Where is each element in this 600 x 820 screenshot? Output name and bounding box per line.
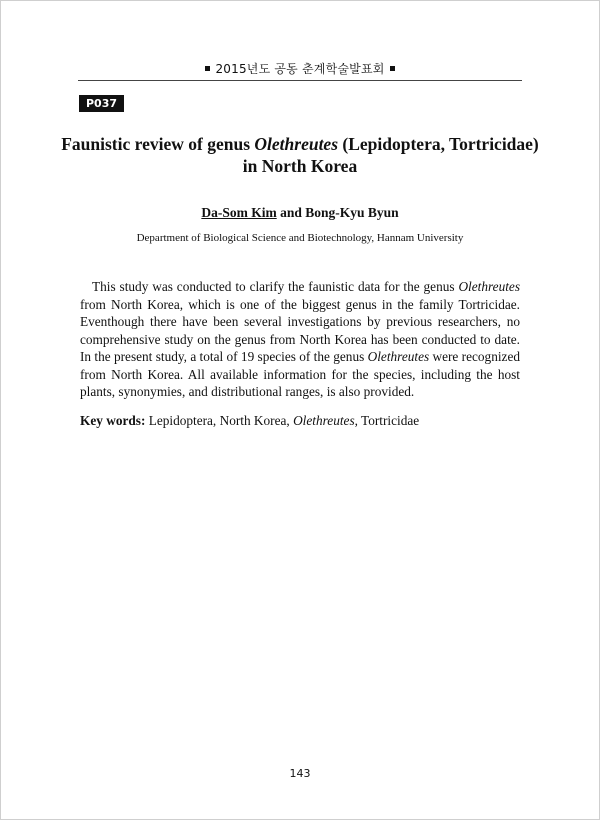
abstract-genus-1: Olethreutes — [458, 279, 520, 294]
keywords-post: , Tortricidae — [354, 413, 420, 428]
abstract-s1: This study was conducted to clarify the faunistic data for the genus — [92, 279, 459, 294]
abstract-s2: from North Korea, which is one of the biggest genus in the family Tortricidae. Eventhough there have been several investigations by previous researchers, no comprehensive study on the genus from North Korea has been conducted to date. In the present study, a total of 19 species of the genus — [80, 296, 520, 364]
header-rule — [78, 80, 522, 81]
presenting-author: Da-Som Kim — [201, 205, 277, 220]
square-bullet-icon — [205, 66, 210, 71]
abstract — [80, 278, 520, 401]
title-genus: Olethreutes — [254, 134, 339, 154]
running-header — [0, 60, 600, 77]
paper-title — [40, 133, 560, 177]
keywords-pre: Lepidoptera, North Korea, — [145, 413, 294, 428]
poster-code-badge: P037 — [79, 95, 124, 112]
square-bullet-icon — [390, 66, 395, 71]
affiliation: Department of Biological Science and Biotechnology, Hannam University — [136, 232, 464, 244]
abstract-genus-2: Olethreutes — [367, 349, 430, 364]
title-part1: Faunistic review of genus — [61, 134, 255, 154]
title-line2: in North Korea — [242, 156, 358, 176]
keywords-label: Key words: — [80, 413, 146, 428]
header-text: 2015년도 공동 춘계학술발표회 — [215, 62, 385, 76]
title-part2: (Lepidoptera, Tortricidae) — [338, 134, 539, 154]
co-authors: and Bong-Kyu Byun — [276, 205, 399, 220]
page-number: 143 — [289, 767, 311, 780]
authors — [0, 205, 600, 221]
abstract-s3: were recognized from North Korea. All available information for the species, including the host plants, synonymies, and distributional ranges, is also provided. — [80, 349, 520, 399]
keywords — [80, 412, 520, 430]
keywords-genus: Olethreutes — [293, 413, 355, 428]
